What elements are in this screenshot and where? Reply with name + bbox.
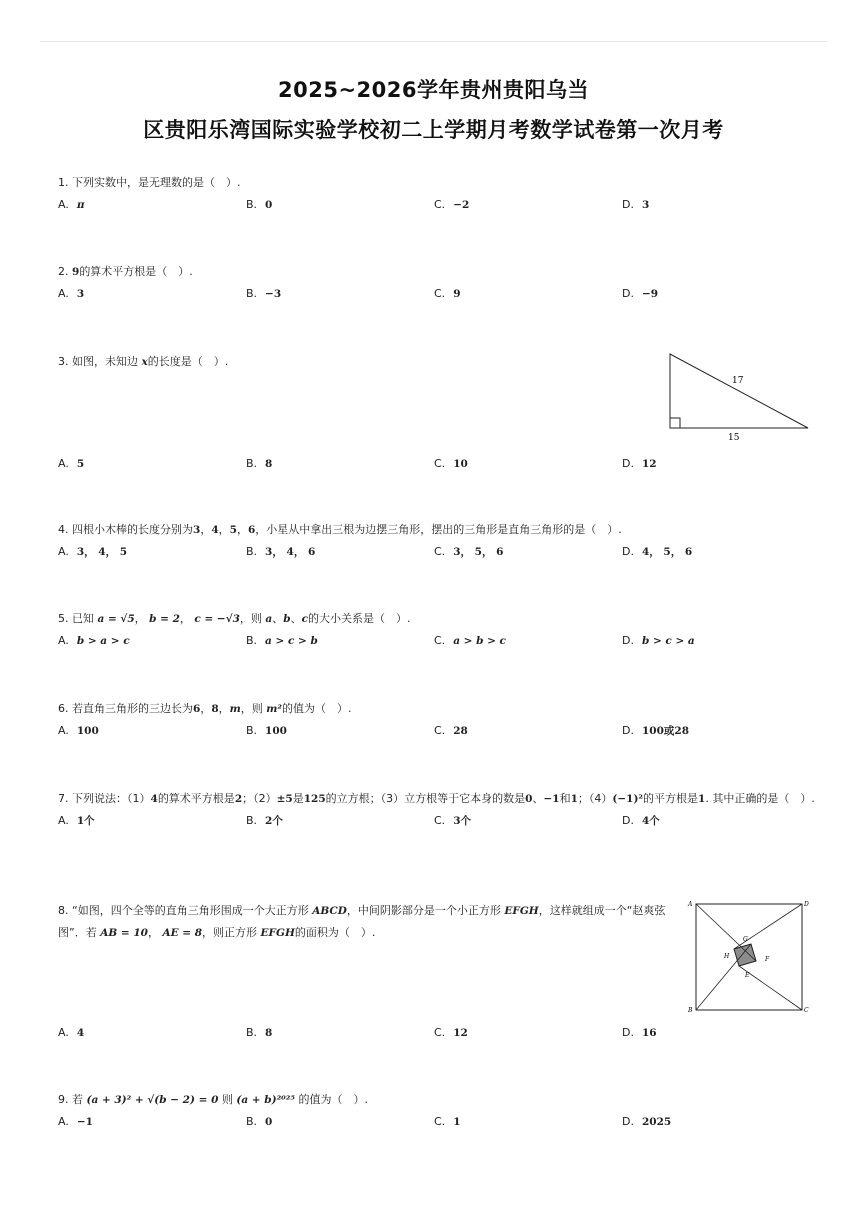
top-rule [40,41,827,42]
option-b[interactable]: B. 2个 [246,814,283,827]
zhao-shuang-figure [686,898,812,1016]
option-b[interactable]: B. a > c > b [246,634,318,647]
option-d[interactable]: D. 16 [622,1026,657,1039]
right-triangle-figure [660,348,820,440]
question-stem: 4. 四根小木棒的长度分别为3，4，5，6，小星从中拿出三根为边摆三角形，摆出的三角形是直角三角形的是（ ）. [58,523,622,536]
label-f: F [765,956,770,963]
page-title-line-2: 区贵阳乐湾国际实验学校初二上学期月考数学试卷第一次月考 [143,118,724,142]
options-row [58,194,818,216]
question-stem: 7. 下列说法：（1）4的算术平方根是2；（2）±5是125的立方根；（3）立方根等于它本身的数是0、−1和1；（4）(−1)²的平方根是1. 其中正确的是（ ）. [58,792,815,805]
question-9 [58,1089,818,1133]
question-6 [58,698,818,742]
option-b[interactable]: B. 3， 4， 6 [246,545,316,558]
option-b[interactable]: B. 0 [246,198,273,211]
option-c[interactable]: C. −2 [434,198,470,211]
option-c[interactable]: C. a > b > c [434,634,506,647]
question-stem: 9. 若 (a + 3)² + √(b − 2) = 0 则 (a + b)²⁰²⁵ 的值为（ ）. [58,1093,368,1106]
question-3-options [58,453,818,475]
option-d[interactable]: D. −9 [622,287,659,300]
option-c[interactable]: C. 12 [434,1026,468,1039]
option-b[interactable]: B. 100 [246,724,287,737]
options-row [58,1022,818,1044]
question-stem: 5. 已知 a = √5， b = 2， c = −√3，则 a、b、c的大小关系是（ ）. [58,612,411,625]
options-row [58,453,818,475]
option-a[interactable]: A. 3 [58,287,85,300]
option-a[interactable]: A. 1个 [58,814,95,827]
options-row [58,541,818,563]
option-d[interactable]: D. 4个 [622,814,660,827]
question-7 [58,788,818,832]
question-stem: 1. 下列实数中，是无理数的是（ ）. [58,176,241,189]
label-e: E [745,972,750,979]
page-title-line-1: 2025~2026学年贵州贵阳乌当 [278,78,589,102]
question-2 [58,261,818,305]
option-d[interactable]: D. b > c > a [622,634,695,647]
option-d[interactable]: D. 2025 [622,1115,672,1128]
question-5 [58,608,818,652]
option-a[interactable]: A. π [58,198,85,211]
option-c[interactable]: C. 9 [434,287,461,300]
question-stem: 8. “如图，四个全等的直角三角形围成一个大正方形 ABCD，中间阴影部分是一个小正方形 EFGH，这样就组成一个“赵爽弦图”．若 AB = 10， AE = 8，则正方形 EFGH的面积为（ ）. [58,904,666,939]
question-stem: 6. 若直角三角形的三边长为6，8，m，则 m²的值为（ ）. [58,702,352,715]
option-b[interactable]: B. 8 [246,457,273,470]
option-b[interactable]: B. 0 [246,1115,273,1128]
question-4 [58,519,818,563]
question-8 [58,900,678,944]
options-row [58,720,818,742]
options-row [58,1111,818,1133]
label-a: A [688,901,693,908]
label-b: B [688,1007,693,1014]
option-a[interactable]: A. b > a > c [58,634,130,647]
option-b[interactable]: B. 8 [246,1026,273,1039]
option-c[interactable]: C. 1 [434,1115,461,1128]
option-d[interactable]: D. 100或28 [622,724,689,737]
option-d[interactable]: D. 3 [622,198,650,211]
option-b[interactable]: B. −3 [246,287,282,300]
option-c[interactable]: C. 3个 [434,814,471,827]
option-a[interactable]: A. −1 [58,1115,93,1128]
option-c[interactable]: C. 3， 5， 6 [434,545,504,558]
option-a[interactable]: A. 4 [58,1026,85,1039]
question-stem: 2. 9的算术平方根是（ ）. [58,265,193,278]
option-a[interactable]: A. 3， 4， 5 [58,545,128,558]
question-1 [58,172,818,216]
option-d[interactable]: D. 4， 5， 6 [622,545,693,558]
label-h: H [724,953,730,960]
option-c[interactable]: C. 28 [434,724,468,737]
hypotenuse-label: 17 [732,376,744,386]
label-d: D [804,901,809,908]
question-stem: 3. 如图，未知边 x的长度是（ ）. [58,355,229,368]
option-d[interactable]: D. 12 [622,457,657,470]
label-g: G [743,936,748,943]
options-row [58,283,818,305]
question-8-options [58,1022,818,1044]
option-c[interactable]: C. 10 [434,457,468,470]
option-a[interactable]: A. 100 [58,724,99,737]
option-a[interactable]: A. 5 [58,457,85,470]
options-row [58,810,818,832]
base-label: 15 [728,433,740,440]
options-row [58,630,818,652]
label-c: C [804,1007,809,1014]
